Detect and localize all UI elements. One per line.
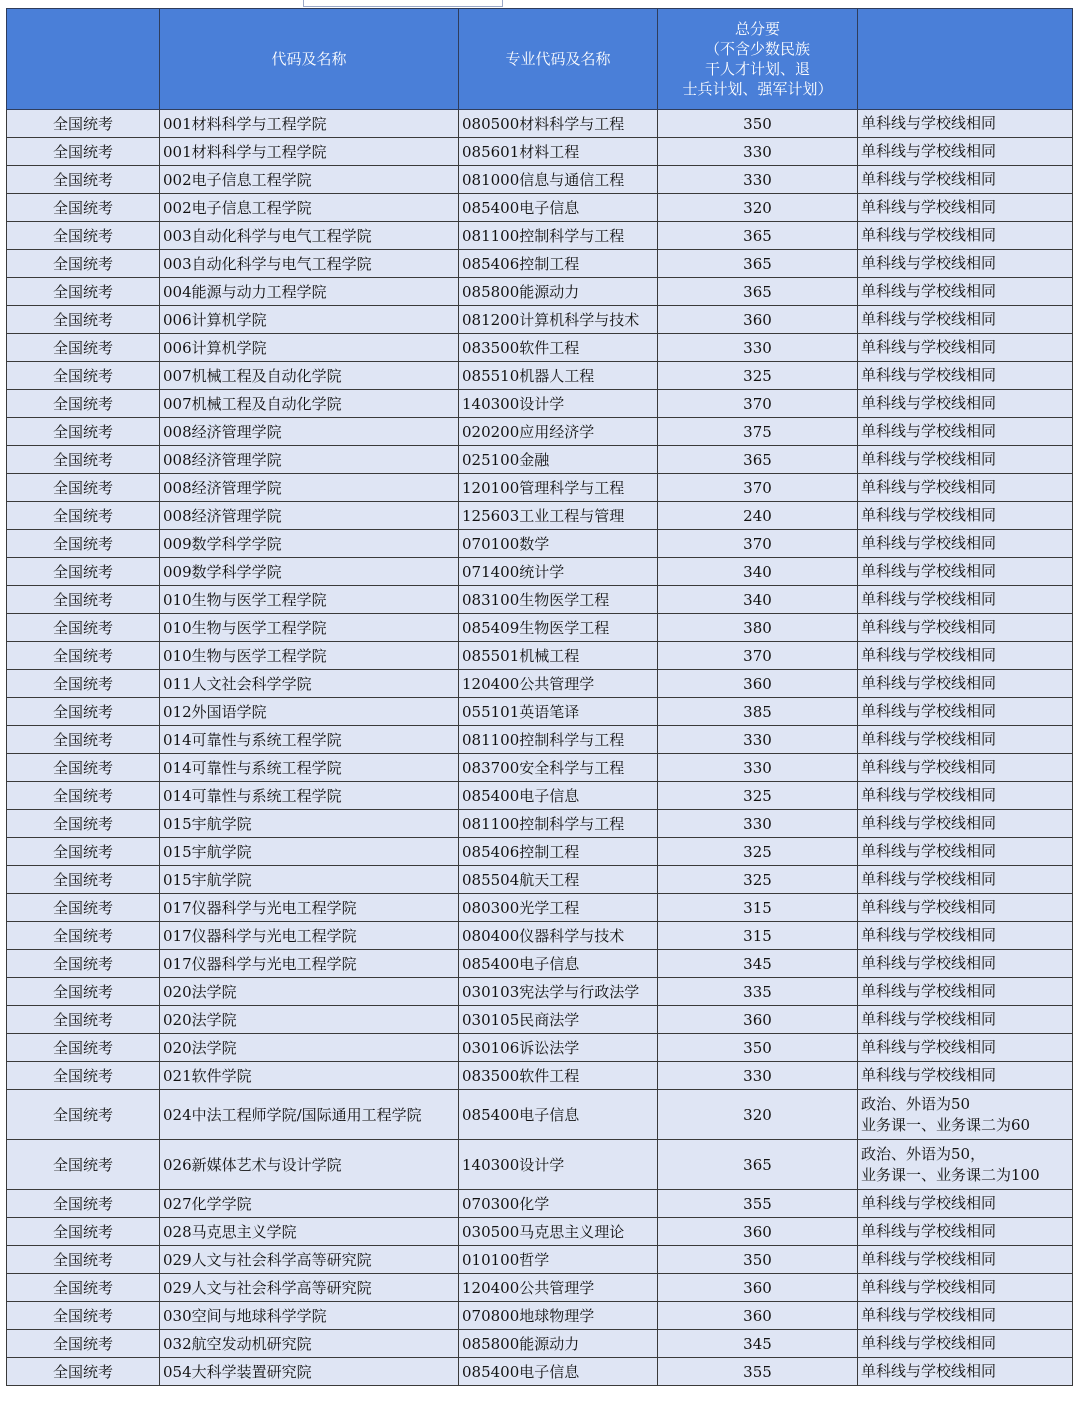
exam-type-cell: 全国统考 [7, 446, 160, 474]
note-cell: 单科线与学校线相同 [858, 110, 1073, 138]
college-cell: 032航空发动机研究院 [160, 1330, 459, 1358]
score-cell: 365 [658, 222, 858, 250]
major-cell: 120400公共管理学 [459, 1274, 658, 1302]
table-row [7, 1274, 1073, 1302]
note-cell: 单科线与学校线相同 [858, 558, 1073, 586]
major-cell: 025100金融 [459, 446, 658, 474]
college-cell: 014可靠性与系统工程学院 [160, 754, 459, 782]
major-cell: 083700安全科学与工程 [459, 754, 658, 782]
exam-type-cell: 全国统考 [7, 1062, 160, 1090]
college-cell: 008经济管理学院 [160, 474, 459, 502]
note-cell: 单科线与学校线相同 [858, 138, 1073, 166]
table-row [7, 390, 1073, 418]
table-row [7, 1034, 1073, 1062]
score-cell: 360 [658, 1218, 858, 1246]
exam-type-cell: 全国统考 [7, 810, 160, 838]
score-cell: 370 [658, 390, 858, 418]
exam-type-cell: 全国统考 [7, 754, 160, 782]
note-cell: 单科线与学校线相同 [858, 1358, 1073, 1386]
header-major: 专业代码及名称 [459, 9, 658, 110]
note-cell: 单科线与学校线相同 [858, 586, 1073, 614]
note-cell: 单科线与学校线相同 [858, 418, 1073, 446]
major-cell: 071400统计学 [459, 558, 658, 586]
college-cell: 020法学院 [160, 1006, 459, 1034]
table-row [7, 642, 1073, 670]
college-cell: 030空间与地球科学学院 [160, 1302, 459, 1330]
score-cell: 365 [658, 278, 858, 306]
major-cell: 085406控制工程 [459, 250, 658, 278]
college-cell: 006计算机学院 [160, 334, 459, 362]
score-cell: 365 [658, 446, 858, 474]
table-row [7, 1006, 1073, 1034]
exam-type-cell: 全国统考 [7, 278, 160, 306]
college-cell: 003自动化科学与电气工程学院 [160, 250, 459, 278]
college-cell: 015宇航学院 [160, 838, 459, 866]
table-header [7, 9, 1073, 110]
score-cell: 370 [658, 474, 858, 502]
major-cell: 085510机器人工程 [459, 362, 658, 390]
table-row [7, 474, 1073, 502]
header-notes [858, 9, 1073, 110]
college-cell: 015宇航学院 [160, 810, 459, 838]
major-cell: 085501机械工程 [459, 642, 658, 670]
table-row [7, 1358, 1073, 1386]
exam-type-cell: 全国统考 [7, 726, 160, 754]
exam-type-cell: 全国统考 [7, 362, 160, 390]
table-row [7, 754, 1073, 782]
score-cell: 240 [658, 502, 858, 530]
exam-type-cell: 全国统考 [7, 1140, 160, 1190]
major-cell: 085409生物医学工程 [459, 614, 658, 642]
exam-type-cell: 全国统考 [7, 1274, 160, 1302]
exam-type-cell: 全国统考 [7, 474, 160, 502]
note-cell: 单科线与学校线相同 [858, 670, 1073, 698]
exam-type-cell: 全国统考 [7, 390, 160, 418]
college-cell: 017仪器科学与光电工程学院 [160, 894, 459, 922]
exam-type-cell: 全国统考 [7, 502, 160, 530]
note-cell: 单科线与学校线相同 [858, 642, 1073, 670]
table-row [7, 894, 1073, 922]
note-cell: 单科线与学校线相同 [858, 810, 1073, 838]
college-cell: 020法学院 [160, 1034, 459, 1062]
note-cell: 单科线与学校线相同 [858, 502, 1073, 530]
college-cell: 012外国语学院 [160, 698, 459, 726]
college-cell: 017仪器科学与光电工程学院 [160, 922, 459, 950]
major-cell: 085800能源动力 [459, 1330, 658, 1358]
major-cell: 081100控制科学与工程 [459, 222, 658, 250]
note-cell: 单科线与学校线相同 [858, 278, 1073, 306]
score-cell: 360 [658, 1274, 858, 1302]
major-cell: 140300设计学 [459, 390, 658, 418]
score-cell: 345 [658, 1330, 858, 1358]
header-total-score-line: （不含少数民族 [704, 40, 810, 58]
note-cell: 单科线与学校线相同 [858, 838, 1073, 866]
exam-type-cell: 全国统考 [7, 1246, 160, 1274]
note-cell: 单科线与学校线相同 [858, 1062, 1073, 1090]
exam-type-cell: 全国统考 [7, 614, 160, 642]
college-cell: 011人文社会科学学院 [160, 670, 459, 698]
exam-type-cell: 全国统考 [7, 418, 160, 446]
score-cell: 330 [658, 810, 858, 838]
table-row [7, 334, 1073, 362]
table-row [7, 418, 1073, 446]
exam-type-cell: 全国统考 [7, 670, 160, 698]
score-cell: 360 [658, 1302, 858, 1330]
exam-type-cell: 全国统考 [7, 1330, 160, 1358]
major-cell: 030500马克思主义理论 [459, 1218, 658, 1246]
exam-type-cell: 全国统考 [7, 1190, 160, 1218]
score-cell: 330 [658, 166, 858, 194]
table-row [7, 838, 1073, 866]
major-cell: 140300设计学 [459, 1140, 658, 1190]
major-cell: 085601材料工程 [459, 138, 658, 166]
major-cell: 125603工业工程与管理 [459, 502, 658, 530]
score-cell: 355 [658, 1358, 858, 1386]
college-cell: 027化学学院 [160, 1190, 459, 1218]
college-cell: 001材料科学与工程学院 [160, 110, 459, 138]
note-cell: 单科线与学校线相同 [858, 1218, 1073, 1246]
major-cell: 085800能源动力 [459, 278, 658, 306]
note-cell: 单科线与学校线相同 [858, 726, 1073, 754]
note-cell: 单科线与学校线相同 [858, 1034, 1073, 1062]
score-cell: 330 [658, 754, 858, 782]
college-cell: 009数学科学学院 [160, 530, 459, 558]
college-cell: 029人文与社会科学高等研究院 [160, 1246, 459, 1274]
exam-type-cell: 全国统考 [7, 530, 160, 558]
score-cell: 360 [658, 1006, 858, 1034]
score-cell: 330 [658, 138, 858, 166]
note-cell: 单科线与学校线相同 [858, 782, 1073, 810]
note-cell: 单科线与学校线相同 [858, 530, 1073, 558]
exam-type-cell: 全国统考 [7, 110, 160, 138]
exam-type-cell: 全国统考 [7, 1218, 160, 1246]
college-cell: 002电子信息工程学院 [160, 166, 459, 194]
table-row [7, 782, 1073, 810]
major-cell: 010100哲学 [459, 1246, 658, 1274]
table-row [7, 1062, 1073, 1090]
major-cell: 070800地球物理学 [459, 1302, 658, 1330]
exam-type-cell: 全国统考 [7, 1090, 160, 1140]
college-cell: 010生物与医学工程学院 [160, 642, 459, 670]
score-cell: 355 [658, 1190, 858, 1218]
college-cell: 010生物与医学工程学院 [160, 614, 459, 642]
note-cell: 单科线与学校线相同 [858, 474, 1073, 502]
note-cell: 单科线与学校线相同 [858, 222, 1073, 250]
major-cell: 030105民商法学 [459, 1006, 658, 1034]
score-cell: 325 [658, 866, 858, 894]
score-cell: 385 [658, 698, 858, 726]
college-cell: 028马克思主义学院 [160, 1218, 459, 1246]
table-row [7, 138, 1073, 166]
major-cell: 070300化学 [459, 1190, 658, 1218]
exam-type-cell: 全国统考 [7, 894, 160, 922]
college-cell: 017仪器科学与光电工程学院 [160, 950, 459, 978]
table-row [7, 110, 1073, 138]
major-cell: 085400电子信息 [459, 1090, 658, 1140]
score-cell: 360 [658, 670, 858, 698]
college-cell: 026新媒体艺术与设计学院 [160, 1140, 459, 1190]
exam-type-cell: 全国统考 [7, 334, 160, 362]
header-college: 代码及名称 [160, 9, 459, 110]
note-cell: 政治、外语为50 业务课一、业务课二为60 [858, 1090, 1073, 1140]
exam-type-cell: 全国统考 [7, 978, 160, 1006]
college-cell: 007机械工程及自动化学院 [160, 390, 459, 418]
major-cell: 030103宪法学与行政法学 [459, 978, 658, 1006]
score-cell: 335 [658, 978, 858, 1006]
college-cell: 029人文与社会科学高等研究院 [160, 1274, 459, 1302]
college-cell: 054大科学装置研究院 [160, 1358, 459, 1386]
table-row [7, 530, 1073, 558]
note-cell: 单科线与学校线相同 [858, 698, 1073, 726]
exam-type-cell: 全国统考 [7, 866, 160, 894]
major-cell: 085400电子信息 [459, 782, 658, 810]
table-row [7, 306, 1073, 334]
score-cell: 365 [658, 1140, 858, 1190]
table-row [7, 586, 1073, 614]
score-cell: 380 [658, 614, 858, 642]
major-cell: 030106诉讼法学 [459, 1034, 658, 1062]
table-row [7, 1330, 1073, 1358]
exam-type-cell: 全国统考 [7, 194, 160, 222]
major-cell: 081000信息与通信工程 [459, 166, 658, 194]
header-total-score-line: 干人才计划、退 [704, 60, 810, 78]
note-cell: 单科线与学校线相同 [858, 922, 1073, 950]
exam-type-cell: 全国统考 [7, 642, 160, 670]
note-cell: 单科线与学校线相同 [858, 614, 1073, 642]
table-row [7, 250, 1073, 278]
score-cell: 330 [658, 334, 858, 362]
major-cell: 080400仪器科学与技术 [459, 922, 658, 950]
note-cell: 单科线与学校线相同 [858, 950, 1073, 978]
note-cell: 单科线与学校线相同 [858, 362, 1073, 390]
table-row [7, 1302, 1073, 1330]
header-tab-decoration [303, 0, 503, 7]
exam-type-cell: 全国统考 [7, 838, 160, 866]
note-cell: 单科线与学校线相同 [858, 390, 1073, 418]
major-cell: 085406控制工程 [459, 838, 658, 866]
table-row [7, 1140, 1073, 1190]
table-row [7, 978, 1073, 1006]
note-cell: 单科线与学校线相同 [858, 166, 1073, 194]
exam-type-cell: 全国统考 [7, 586, 160, 614]
college-cell: 015宇航学院 [160, 866, 459, 894]
header-exam-type [7, 9, 160, 110]
table-row [7, 950, 1073, 978]
major-cell: 055101英语笔译 [459, 698, 658, 726]
score-cell: 325 [658, 838, 858, 866]
table-row [7, 698, 1073, 726]
table-row [7, 1218, 1073, 1246]
college-cell: 008经济管理学院 [160, 446, 459, 474]
note-cell: 单科线与学校线相同 [858, 446, 1073, 474]
major-cell: 120400公共管理学 [459, 670, 658, 698]
note-cell: 单科线与学校线相同 [858, 978, 1073, 1006]
score-cell: 340 [658, 558, 858, 586]
note-cell: 单科线与学校线相同 [858, 1190, 1073, 1218]
table-row [7, 278, 1073, 306]
header-total-score-line: 总分要 [734, 20, 780, 38]
college-cell: 008经济管理学院 [160, 502, 459, 530]
major-cell: 081200计算机科学与技术 [459, 306, 658, 334]
major-cell: 083500软件工程 [459, 1062, 658, 1090]
college-cell: 002电子信息工程学院 [160, 194, 459, 222]
college-cell: 024中法工程师学院/国际通用工程学院 [160, 1090, 459, 1140]
college-cell: 020法学院 [160, 978, 459, 1006]
major-cell: 083100生物医学工程 [459, 586, 658, 614]
table-row [7, 446, 1073, 474]
score-cell: 325 [658, 362, 858, 390]
note-cell: 单科线与学校线相同 [858, 250, 1073, 278]
table-row [7, 810, 1073, 838]
note-cell: 单科线与学校线相同 [858, 1246, 1073, 1274]
note-cell: 单科线与学校线相同 [858, 894, 1073, 922]
major-cell: 080500材料科学与工程 [459, 110, 658, 138]
header-total-score [658, 9, 858, 110]
college-cell: 003自动化科学与电气工程学院 [160, 222, 459, 250]
major-cell: 083500软件工程 [459, 334, 658, 362]
major-cell: 080300光学工程 [459, 894, 658, 922]
exam-type-cell: 全国统考 [7, 558, 160, 586]
score-cell: 375 [658, 418, 858, 446]
college-cell: 001材料科学与工程学院 [160, 138, 459, 166]
major-cell: 081100控制科学与工程 [459, 726, 658, 754]
college-cell: 007机械工程及自动化学院 [160, 362, 459, 390]
table-row [7, 922, 1073, 950]
college-cell: 009数学科学学院 [160, 558, 459, 586]
score-cell: 330 [658, 1062, 858, 1090]
note-cell: 单科线与学校线相同 [858, 1006, 1073, 1034]
score-cell: 325 [658, 782, 858, 810]
score-cell: 330 [658, 726, 858, 754]
note-cell: 单科线与学校线相同 [858, 306, 1073, 334]
score-cell: 345 [658, 950, 858, 978]
table-row [7, 670, 1073, 698]
exam-type-cell: 全国统考 [7, 922, 160, 950]
table-row [7, 866, 1073, 894]
note-cell: 单科线与学校线相同 [858, 754, 1073, 782]
exam-type-cell: 全国统考 [7, 782, 160, 810]
exam-type-cell: 全国统考 [7, 250, 160, 278]
table-body [7, 110, 1073, 1386]
college-cell: 006计算机学院 [160, 306, 459, 334]
major-cell: 085400电子信息 [459, 194, 658, 222]
table-row [7, 194, 1073, 222]
score-cell: 370 [658, 642, 858, 670]
major-cell: 085400电子信息 [459, 950, 658, 978]
score-cell: 350 [658, 1034, 858, 1062]
exam-type-cell: 全国统考 [7, 306, 160, 334]
note-cell: 单科线与学校线相同 [858, 334, 1073, 362]
exam-type-cell: 全国统考 [7, 1006, 160, 1034]
table-row [7, 726, 1073, 754]
score-cell: 315 [658, 922, 858, 950]
table-row [7, 222, 1073, 250]
major-cell: 120100管理科学与工程 [459, 474, 658, 502]
table-row [7, 1246, 1073, 1274]
table-row [7, 1090, 1073, 1140]
exam-type-cell: 全国统考 [7, 950, 160, 978]
table-row [7, 614, 1073, 642]
note-cell: 单科线与学校线相同 [858, 194, 1073, 222]
college-cell: 014可靠性与系统工程学院 [160, 782, 459, 810]
score-cell: 320 [658, 1090, 858, 1140]
major-cell: 070100数学 [459, 530, 658, 558]
exam-type-cell: 全国统考 [7, 698, 160, 726]
score-cell: 350 [658, 110, 858, 138]
score-table [6, 8, 1073, 1386]
score-cell: 320 [658, 194, 858, 222]
score-cell: 340 [658, 586, 858, 614]
college-cell: 021软件学院 [160, 1062, 459, 1090]
note-cell: 单科线与学校线相同 [858, 1302, 1073, 1330]
note-cell: 单科线与学校线相同 [858, 1330, 1073, 1358]
exam-type-cell: 全国统考 [7, 138, 160, 166]
exam-type-cell: 全国统考 [7, 1358, 160, 1386]
table-row [7, 502, 1073, 530]
table-row [7, 1190, 1073, 1218]
note-cell: 政治、外语为50， 业务课一、业务课二为100 [858, 1140, 1073, 1190]
exam-type-cell: 全国统考 [7, 1302, 160, 1330]
score-cell: 365 [658, 250, 858, 278]
table-row [7, 558, 1073, 586]
table-row [7, 166, 1073, 194]
major-cell: 081100控制科学与工程 [459, 810, 658, 838]
college-cell: 008经济管理学院 [160, 418, 459, 446]
note-cell: 单科线与学校线相同 [858, 866, 1073, 894]
note-cell: 单科线与学校线相同 [858, 1274, 1073, 1302]
score-cell: 350 [658, 1246, 858, 1274]
major-cell: 020200应用经济学 [459, 418, 658, 446]
exam-type-cell: 全国统考 [7, 1034, 160, 1062]
exam-type-cell: 全国统考 [7, 222, 160, 250]
major-cell: 085504航天工程 [459, 866, 658, 894]
table-row [7, 362, 1073, 390]
score-cell: 315 [658, 894, 858, 922]
score-cell: 360 [658, 306, 858, 334]
header-total-score-line: 士兵计划、强军计划） [682, 80, 833, 98]
college-cell: 014可靠性与系统工程学院 [160, 726, 459, 754]
college-cell: 004能源与动力工程学院 [160, 278, 459, 306]
score-cell: 370 [658, 530, 858, 558]
college-cell: 010生物与医学工程学院 [160, 586, 459, 614]
major-cell: 085400电子信息 [459, 1358, 658, 1386]
exam-type-cell: 全国统考 [7, 166, 160, 194]
